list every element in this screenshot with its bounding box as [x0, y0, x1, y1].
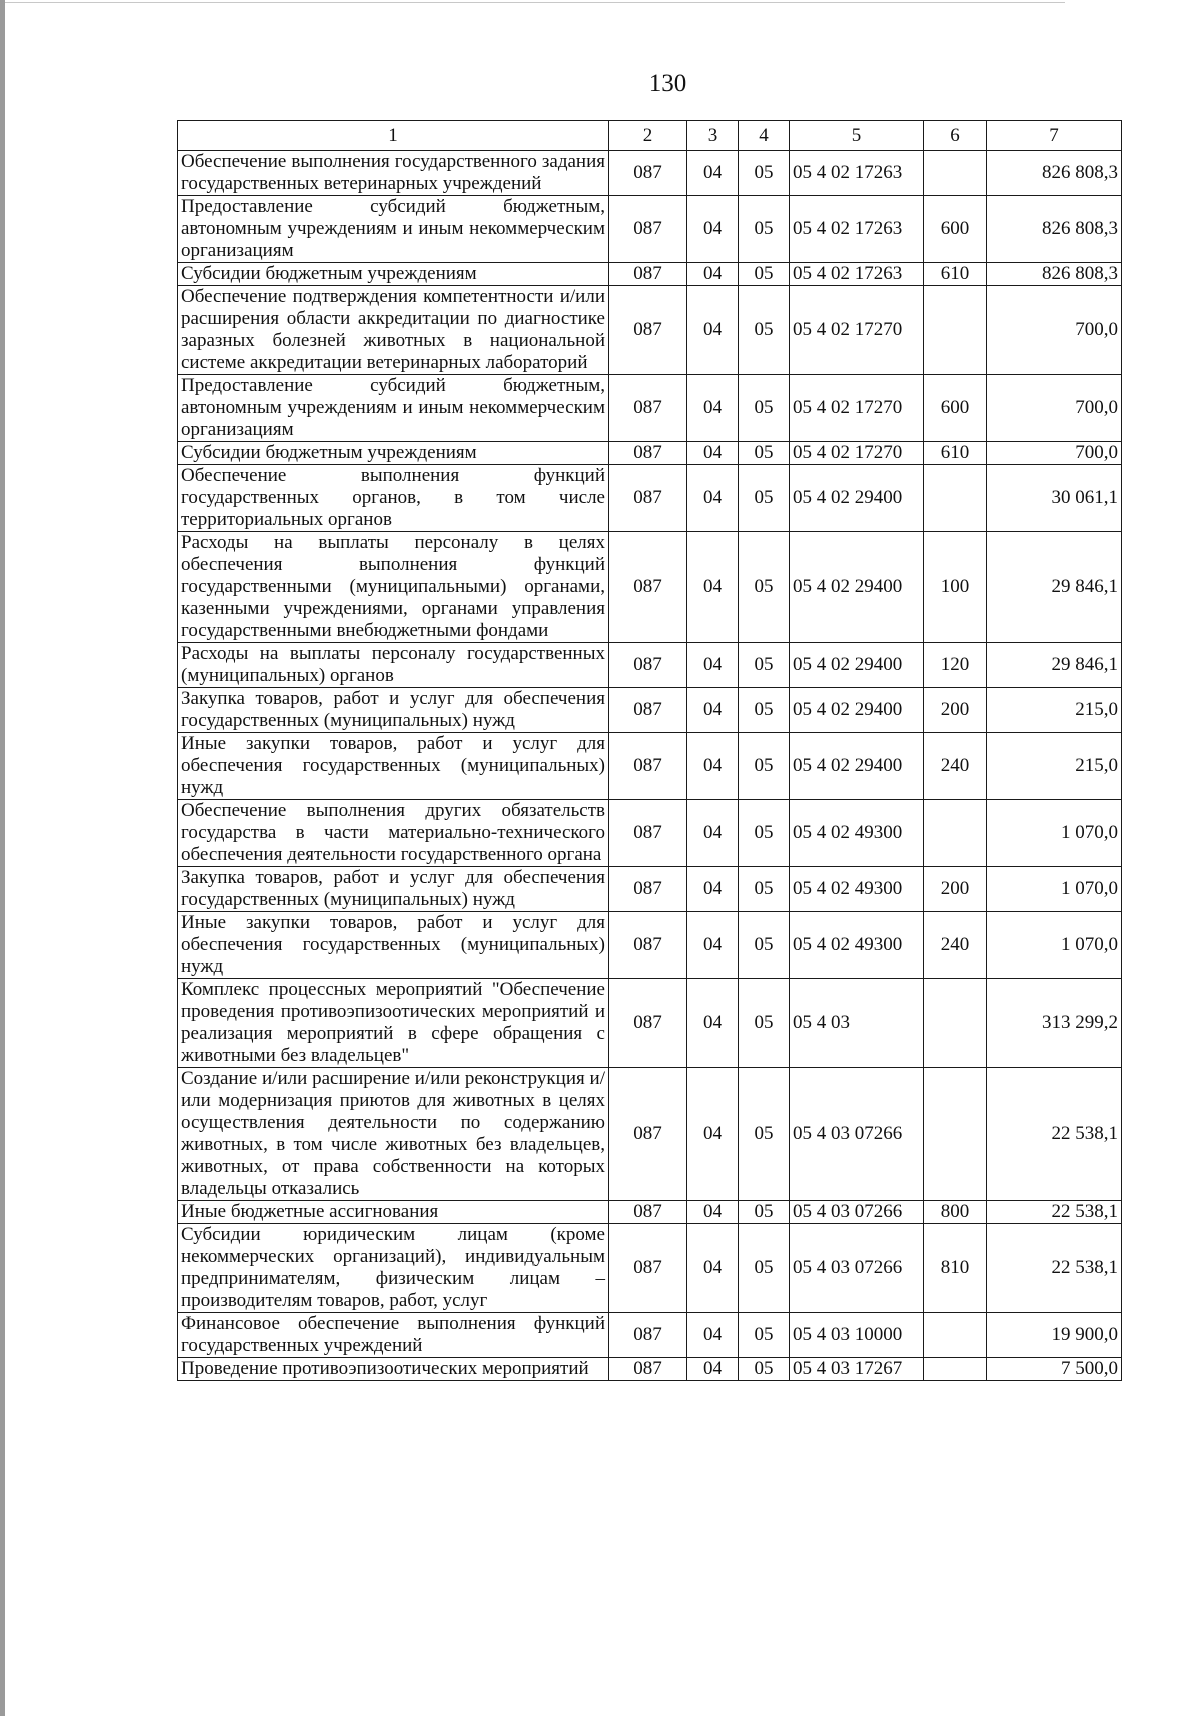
row-grbs-cell: 087	[609, 151, 687, 196]
row-name-cell: Создание и/или расширение и/или реконструкция и/или модернизация приютов для животных в целях осуществления деятельности по содержанию животных, в том числе животных без владельцев, животных, от права собственности на которых владельцы отказались	[178, 1068, 609, 1201]
row-subsection-cell: 05	[739, 375, 790, 442]
row-grbs-cell: 087	[609, 1201, 687, 1224]
column-header: 7	[987, 121, 1122, 151]
row-name-cell: Иные бюджетные ассигнования	[178, 1201, 609, 1224]
budget-table	[177, 120, 1122, 1381]
row-target-article-cell: 05 4 02 49300	[790, 867, 924, 912]
scan-left-edge	[0, 0, 5, 1716]
row-expense-type-cell	[924, 800, 987, 867]
row-name-cell: Расходы на выплаты персоналу в целях обеспечения выполнения функций государственными (муниципальными) органами, казенными учреждениями, органами управления государственными внебюджетными фондами	[178, 532, 609, 643]
row-section-cell: 04	[687, 263, 739, 286]
row-expense-type-cell: 240	[924, 733, 987, 800]
row-target-article-cell: 05 4 02 29400	[790, 465, 924, 532]
row-sum-cell: 700,0	[987, 286, 1122, 375]
table-row	[178, 688, 1122, 733]
row-subsection-cell: 05	[739, 465, 790, 532]
row-target-article-cell: 05 4 03 17267	[790, 1358, 924, 1381]
table-row	[178, 151, 1122, 196]
row-name-cell: Субсидии бюджетным учреждениям	[178, 263, 609, 286]
row-expense-type-cell	[924, 1358, 987, 1381]
column-header: 2	[609, 121, 687, 151]
row-expense-type-cell: 800	[924, 1201, 987, 1224]
row-grbs-cell: 087	[609, 1224, 687, 1313]
row-grbs-cell: 087	[609, 1358, 687, 1381]
row-section-cell: 04	[687, 643, 739, 688]
row-subsection-cell: 05	[739, 979, 790, 1068]
row-expense-type-cell	[924, 1068, 987, 1201]
row-expense-type-cell: 240	[924, 912, 987, 979]
row-section-cell: 04	[687, 733, 739, 800]
row-section-cell: 04	[687, 1068, 739, 1201]
row-subsection-cell: 05	[739, 263, 790, 286]
row-subsection-cell: 05	[739, 151, 790, 196]
row-sum-cell: 1 070,0	[987, 912, 1122, 979]
row-name-cell: Обеспечение выполнения других обязательств государства в части материально-технического обеспечения деятельности государственного органа	[178, 800, 609, 867]
row-subsection-cell: 05	[739, 286, 790, 375]
row-grbs-cell: 087	[609, 800, 687, 867]
row-section-cell: 04	[687, 286, 739, 375]
row-name-cell: Закупка товаров, работ и услуг для обеспечения государственных (муниципальных) нужд	[178, 867, 609, 912]
row-expense-type-cell: 200	[924, 688, 987, 733]
row-expense-type-cell: 120	[924, 643, 987, 688]
row-sum-cell: 700,0	[987, 375, 1122, 442]
row-name-cell: Комплекс процессных мероприятий "Обеспечение проведения противоэпизоотических мероприятий и реализация мероприятий в сфере обращения с животными без владельцев"	[178, 979, 609, 1068]
row-target-article-cell: 05 4 02 17270	[790, 442, 924, 465]
row-target-article-cell: 05 4 02 17270	[790, 375, 924, 442]
row-subsection-cell: 05	[739, 196, 790, 263]
row-grbs-cell: 087	[609, 867, 687, 912]
row-name-cell: Расходы на выплаты персоналу государственных (муниципальных) органов	[178, 643, 609, 688]
row-grbs-cell: 087	[609, 912, 687, 979]
row-grbs-cell: 087	[609, 442, 687, 465]
row-subsection-cell: 05	[739, 867, 790, 912]
table-row	[178, 800, 1122, 867]
row-name-cell: Финансовое обеспечение выполнения функций государственных учреждений	[178, 1313, 609, 1358]
row-grbs-cell: 087	[609, 375, 687, 442]
row-expense-type-cell: 600	[924, 196, 987, 263]
row-section-cell: 04	[687, 1358, 739, 1381]
row-sum-cell: 826 808,3	[987, 263, 1122, 286]
row-grbs-cell: 087	[609, 1068, 687, 1201]
row-sum-cell: 826 808,3	[987, 151, 1122, 196]
table-row	[178, 375, 1122, 442]
table-row	[178, 442, 1122, 465]
row-expense-type-cell	[924, 286, 987, 375]
row-sum-cell: 22 538,1	[987, 1201, 1122, 1224]
row-subsection-cell: 05	[739, 733, 790, 800]
row-grbs-cell: 087	[609, 1313, 687, 1358]
row-section-cell: 04	[687, 1313, 739, 1358]
row-name-cell: Обеспечение выполнения государственного задания государственных ветеринарных учреждений	[178, 151, 609, 196]
row-subsection-cell: 05	[739, 442, 790, 465]
row-subsection-cell: 05	[739, 1224, 790, 1313]
row-subsection-cell: 05	[739, 1201, 790, 1224]
row-expense-type-cell	[924, 1313, 987, 1358]
row-subsection-cell: 05	[739, 643, 790, 688]
row-sum-cell: 215,0	[987, 733, 1122, 800]
row-sum-cell: 30 061,1	[987, 465, 1122, 532]
row-target-article-cell: 05 4 02 17270	[790, 286, 924, 375]
row-name-cell: Субсидии бюджетным учреждениям	[178, 442, 609, 465]
scan-top-line	[5, 2, 1065, 3]
row-section-cell: 04	[687, 532, 739, 643]
row-target-article-cell: 05 4 02 29400	[790, 733, 924, 800]
row-name-cell: Субсидии юридическим лицам (кроме некоммерческих организаций), индивидуальным предпринимателям, физическим лицам – производителям товаров, работ, услуг	[178, 1224, 609, 1313]
table-row	[178, 1201, 1122, 1224]
row-sum-cell: 1 070,0	[987, 867, 1122, 912]
row-target-article-cell: 05 4 03 07266	[790, 1201, 924, 1224]
row-sum-cell: 313 299,2	[987, 979, 1122, 1068]
row-expense-type-cell: 200	[924, 867, 987, 912]
row-grbs-cell: 087	[609, 643, 687, 688]
row-target-article-cell: 05 4 02 49300	[790, 800, 924, 867]
row-section-cell: 04	[687, 1201, 739, 1224]
column-header: 4	[739, 121, 790, 151]
row-section-cell: 04	[687, 465, 739, 532]
row-grbs-cell: 087	[609, 688, 687, 733]
row-sum-cell: 29 846,1	[987, 532, 1122, 643]
table-row	[178, 1358, 1122, 1381]
row-target-article-cell: 05 4 03 10000	[790, 1313, 924, 1358]
row-section-cell: 04	[687, 442, 739, 465]
row-expense-type-cell: 610	[924, 263, 987, 286]
table-row	[178, 465, 1122, 532]
row-section-cell: 04	[687, 375, 739, 442]
row-grbs-cell: 087	[609, 465, 687, 532]
table-row	[178, 643, 1122, 688]
table-row	[178, 1068, 1122, 1201]
row-target-article-cell: 05 4 02 29400	[790, 643, 924, 688]
row-sum-cell: 22 538,1	[987, 1068, 1122, 1201]
row-section-cell: 04	[687, 867, 739, 912]
row-sum-cell: 7 500,0	[987, 1358, 1122, 1381]
row-expense-type-cell: 100	[924, 532, 987, 643]
row-section-cell: 04	[687, 151, 739, 196]
row-grbs-cell: 087	[609, 979, 687, 1068]
table-row	[178, 733, 1122, 800]
row-subsection-cell: 05	[739, 1358, 790, 1381]
row-grbs-cell: 087	[609, 532, 687, 643]
row-name-cell: Предоставление субсидий бюджетным, автономным учреждениям и иным некоммерческим организациям	[178, 196, 609, 263]
table-row	[178, 196, 1122, 263]
column-header: 6	[924, 121, 987, 151]
table-body	[178, 151, 1122, 1381]
row-subsection-cell: 05	[739, 1313, 790, 1358]
row-expense-type-cell: 600	[924, 375, 987, 442]
row-name-cell: Проведение противоэпизоотических мероприятий	[178, 1358, 609, 1381]
row-section-cell: 04	[687, 979, 739, 1068]
table-row	[178, 867, 1122, 912]
row-subsection-cell: 05	[739, 1068, 790, 1201]
column-header: 1	[178, 121, 609, 151]
row-sum-cell: 1 070,0	[987, 800, 1122, 867]
row-subsection-cell: 05	[739, 532, 790, 643]
row-sum-cell: 215,0	[987, 688, 1122, 733]
table-row	[178, 979, 1122, 1068]
row-grbs-cell: 087	[609, 733, 687, 800]
table-row	[178, 263, 1122, 286]
row-target-article-cell: 05 4 03 07266	[790, 1224, 924, 1313]
row-name-cell: Предоставление субсидий бюджетным, автономным учреждениям и иным некоммерческим организациям	[178, 375, 609, 442]
row-grbs-cell: 087	[609, 263, 687, 286]
row-section-cell: 04	[687, 688, 739, 733]
row-section-cell: 04	[687, 1224, 739, 1313]
row-sum-cell: 22 538,1	[987, 1224, 1122, 1313]
row-target-article-cell: 05 4 03	[790, 979, 924, 1068]
row-sum-cell: 19 900,0	[987, 1313, 1122, 1358]
row-section-cell: 04	[687, 912, 739, 979]
row-expense-type-cell: 610	[924, 442, 987, 465]
row-target-article-cell: 05 4 02 29400	[790, 688, 924, 733]
row-expense-type-cell	[924, 151, 987, 196]
row-target-article-cell: 05 4 02 49300	[790, 912, 924, 979]
row-sum-cell: 29 846,1	[987, 643, 1122, 688]
row-expense-type-cell	[924, 465, 987, 532]
column-header: 5	[790, 121, 924, 151]
row-name-cell: Закупка товаров, работ и услуг для обеспечения государственных (муниципальных) нужд	[178, 688, 609, 733]
table-row	[178, 912, 1122, 979]
row-target-article-cell: 05 4 02 29400	[790, 532, 924, 643]
table-header-row	[178, 121, 1122, 151]
row-name-cell: Иные закупки товаров, работ и услуг для обеспечения государственных (муниципальных) нужд	[178, 912, 609, 979]
row-expense-type-cell: 810	[924, 1224, 987, 1313]
row-subsection-cell: 05	[739, 688, 790, 733]
table-row	[178, 532, 1122, 643]
row-target-article-cell: 05 4 02 17263	[790, 151, 924, 196]
column-header: 3	[687, 121, 739, 151]
row-name-cell: Обеспечение подтверждения компетентности и/или расширения области аккредитации по диагностике заразных болезней животных в национальной системе аккредитации ветеринарных лабораторий	[178, 286, 609, 375]
table-row	[178, 1313, 1122, 1358]
row-name-cell: Иные закупки товаров, работ и услуг для обеспечения государственных (муниципальных) нужд	[178, 733, 609, 800]
table-row	[178, 1224, 1122, 1313]
row-subsection-cell: 05	[739, 800, 790, 867]
page-number: 130	[648, 70, 687, 97]
row-name-cell: Обеспечение выполнения функций государственных органов, в том числе территориальных органов	[178, 465, 609, 532]
row-subsection-cell: 05	[739, 912, 790, 979]
row-target-article-cell: 05 4 02 17263	[790, 196, 924, 263]
row-grbs-cell: 087	[609, 286, 687, 375]
row-sum-cell: 700,0	[987, 442, 1122, 465]
row-sum-cell: 826 808,3	[987, 196, 1122, 263]
row-expense-type-cell	[924, 979, 987, 1068]
table-row	[178, 286, 1122, 375]
row-section-cell: 04	[687, 800, 739, 867]
row-target-article-cell: 05 4 02 17263	[790, 263, 924, 286]
row-target-article-cell: 05 4 03 07266	[790, 1068, 924, 1201]
row-grbs-cell: 087	[609, 196, 687, 263]
row-section-cell: 04	[687, 196, 739, 263]
